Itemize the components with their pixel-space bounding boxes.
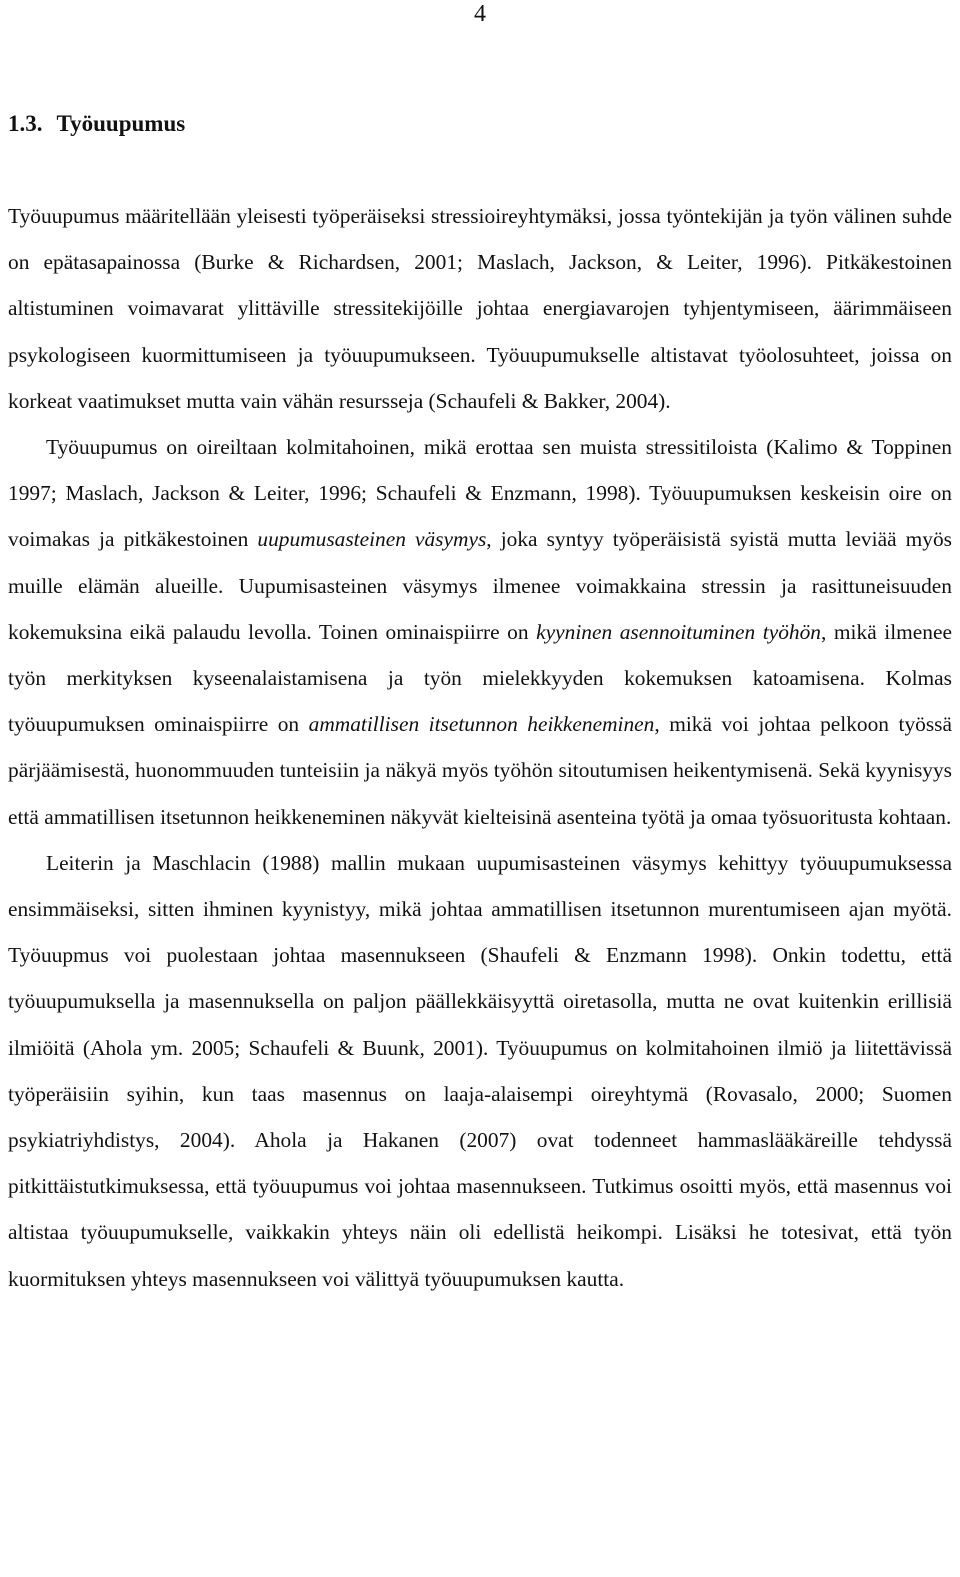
body-text [8, 193, 952, 1302]
paragraph-2-text: , joka syntyy työperäisistä syistä mutta leviää myös muille elämän alueille. Uupumisasteinen väsymys ilmenee voimakkaina stressin ja rasittuneisuuden kokemuksina eikä palaudu levolla. Toinen ominaispiirre on [8, 527, 952, 644]
paragraph-1 [8, 193, 952, 424]
paragraph-2-text: Työuupumus on oireiltaan kolmitahoinen, mikä erottaa sen muista stressitiloista (Kalimo & Toppinen 1997; Maslach, Jackson & Leiter, 1996; Schaufeli & Enzmann, 1998). Työuupumuksen keskeisin oire on voimakas ja pitkäkestoinen [8, 435, 952, 552]
term-cynicism: kyyninen asennoituminen työhön [536, 619, 821, 644]
paragraph-1-text: Työuupumus määritellään yleisesti työperäiseksi stressioireyhtymäksi, jossa työntekijän ja työn välinen suhde on epätasapainossa (Burke & Richardsen, 2001; Maslach, Jackson, & Leiter, 1996). Pitkäkestoinen altistuminen voimavarat ylittäville stressitekijöille johtaa energiavarojen tyhjentymiseen, äärimmäiseen psykologiseen kuormittumiseen ja työuupumukseen. Työuupumukselle altistavat työolosuhteet, joissa on korkeat vaatimukset mutta vain vähän resursseja (Schaufeli & Bakker, 2004). [8, 204, 952, 413]
page-number: 4 [474, 1, 486, 27]
term-exhaustion: uupumusasteinen väsymys [257, 527, 487, 552]
section-heading [8, 109, 185, 139]
section-title: Työuupumus [56, 111, 186, 136]
term-reduced-efficacy: ammatillisen itsetunnon heikkeneminen [308, 712, 655, 737]
paragraph-3-text: Leiterin ja Maschlacin (1988) mallin mukaan uupumisasteinen väsymys kehittyy työuupumuksessa ensimmäiseksi, sitten ihminen kyynistyy, mikä johtaa ammatillisen itsetunnon murentumiseen ajan myötä. Työuupmus voi puolestaan johtaa masennukseen (Shaufeli & Enzmann 1998). Onkin todettu, että työuupumuksella ja masennuksella on paljon päällekkäisyyttä oiretasolla, mutta ne ovat kuitenkin erillisiä ilmiöitä (Ahola ym. 2005; Schaufeli & Buunk, 2001). Työuupumus on kolmitahoinen ilmiö ja liitettävissä työperäisiin syihin, kun taas masennus on laaja-alaisempi oireyhtymä (Rovasalo, 2000; Suomen psykiatriyhdistys, 2004). Ahola ja Hakanen (2007) ovat todenneet hammaslääkäreille tehdyssä pitkittäistutkimuksessa, että työuupumus voi johtaa masennukseen. Tutkimus osoitti myös, että masennus voi altistaa työuupumukselle, vaikkakin yhteys näin oli edellistä heikompi. Lisäksi he totesivat, että työn kuormituksen yhteys masennukseen voi välittyä työuupumuksen kautta. [8, 850, 952, 1291]
section-number: 1.3. [8, 111, 43, 136]
paragraph-2 [8, 424, 952, 840]
paragraph-2-text: , mikä ilmenee työn merkityksen kyseenalaistamisena ja työn mielekkyyden kokemuksen katoamisena. Kolmas työuupumuksen ominaispiirre on [8, 619, 952, 737]
paragraph-3 [8, 840, 952, 1302]
paragraph-2-text: , mikä voi johtaa pelkoon työssä pärjäämisestä, huonommuuden tunteisiin ja näkyä myös työhön sitoutumisen heikentymisenä. Sekä kyynisyys että ammatillisen itsetunnon heikkeneminen näkyvät kielteisinä asenteina työtä ja omaa työsuoritusta kohtaan. [8, 712, 952, 829]
